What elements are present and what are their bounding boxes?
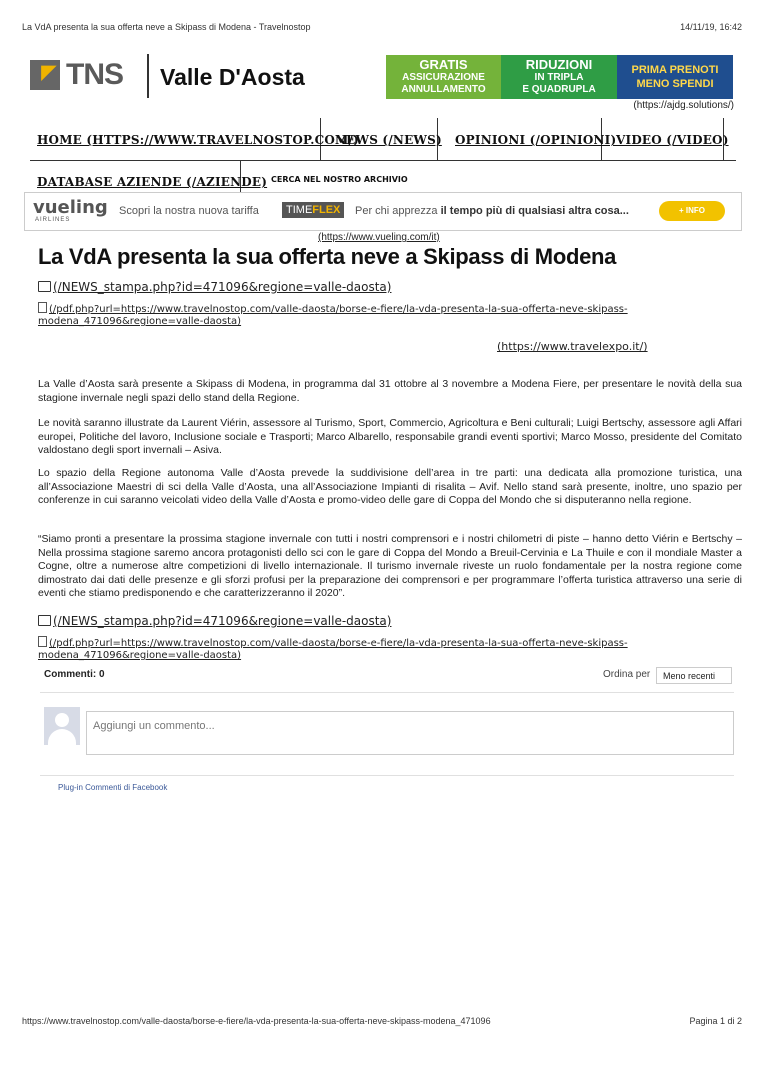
banner-gratis-line2: ANNULLAMENTO xyxy=(401,84,486,95)
nav-video[interactable]: VIDEO (/VIDEO) xyxy=(616,133,729,147)
banner-prenoti-line2: MENO SPENDI xyxy=(636,78,714,90)
timeflex-badge xyxy=(282,202,344,218)
logo-arrow-icon xyxy=(30,60,60,90)
logo-region: Valle D'Aosta xyxy=(160,64,305,90)
pdf-icon xyxy=(38,636,47,647)
print-footer-page: Pagina 1 di 2 xyxy=(689,1016,742,1026)
comment-count: Commenti: 0 xyxy=(44,669,105,680)
nav-opinioni[interactable]: OPINIONI (/OPINIONI) xyxy=(455,133,617,147)
pdf-link-bottom[interactable] xyxy=(38,636,678,662)
nav-news[interactable]: NEWS (/NEWS) xyxy=(335,133,442,147)
article-title: La VdA presenta la sua offerta neve a Skipass di Modena xyxy=(38,244,617,269)
nav-underline xyxy=(30,160,736,161)
logo-brand: TNS xyxy=(66,58,123,91)
travelexpo-link[interactable]: (https://www.travelexpo.it/) xyxy=(497,340,648,353)
banner-riduzioni-title: RIDUZIONI xyxy=(525,57,593,72)
print-header-date: 14/11/19, 16:42 xyxy=(680,22,742,32)
order-label: Ordina per xyxy=(603,669,651,680)
banner-url[interactable]: (https://ajdg.solutions/) xyxy=(633,100,734,111)
nav-home[interactable]: HOME (HTTPS://WWW.TRAVELNOSTOP.COM/) xyxy=(37,133,359,147)
vueling-ad-tagline xyxy=(355,205,629,217)
print-footer-url: https://www.travelnostop.com/valle-daosta/borse-e-fiere/la-vda-presenta-la-sua-offerta-neve-skipass-modena_471096 xyxy=(22,1016,491,1026)
logo-separator xyxy=(147,54,149,98)
comments-divider xyxy=(40,692,734,693)
promo-banner[interactable] xyxy=(386,55,733,99)
print-link[interactable] xyxy=(38,280,391,294)
vueling-info-button[interactable]: + INFO xyxy=(659,201,725,221)
search-archive-label[interactable]: CERCA NEL NOSTRO ARCHIVIO xyxy=(271,175,408,184)
avatar xyxy=(44,707,80,745)
comments-divider xyxy=(40,775,734,776)
vueling-tagline-b: il tempo più di qualsiasi altra cosa... xyxy=(440,205,629,217)
banner-gratis-line1: ASSICURAZIONE xyxy=(402,72,485,83)
article-paragraph: Le novità saranno illustrate da Laurent Viérin, assessore al Turismo, Sport, Commercio, Agricoltura e Beni culturali; Luigi Bertschy, assessore agli Affari europei, Politiche del lavoro, Inclusione sociale e Trasporti; Marco Albarello, responsabile grandi eventi sportivi; Marco Mosso, presidente del Comitato valdostano degli sport invernali – Asiva. xyxy=(38,417,742,457)
banner-riduzioni-line1: IN TRIPLA xyxy=(534,72,584,83)
banner-prenoti-line1: PRIMA PRENOTI xyxy=(631,64,719,76)
timeflex-time: TIME xyxy=(286,204,313,216)
banner-gratis-title: GRATIS xyxy=(419,57,468,72)
print-header-title: La VdA presenta la sua offerta neve a Skipass di Modena - Travelnostop xyxy=(22,22,311,32)
article-paragraph: Lo spazio della Regione autonoma Valle d’Aosta prevede la suddivisione dell’area in tre parti: una dedicata alla promozione turistica, una all’Associazione Maestri di sci della Valle d’Aosta, una all’Associazione Impianti di risalita – Avif. Nello stand sarà presente, inoltre, uno spazio per conferenze in cui saranno veicolati video della Valle d’Aosta e promo-video delle gare di Coppa del Mondo che si disputeranno nella regione. xyxy=(38,467,742,507)
article-paragraph: La Valle d’Aosta sarà presente a Skipass di Modena, in programma dal 31 ottobre al 3 novembre a Modena Fiere, per presentare le novità della sua stagione invernale negli spazi dello stand della Regione. xyxy=(38,378,742,404)
vueling-airlines-label: AIRLINES xyxy=(35,217,71,223)
article-paragraph: “Siamo pronti a presentare la prossima stagione invernale con tutti i nostri comprensori e i nostri chilometri di piste – hanno detto Viérin e Bertschy – Nella prossima stagione saremo ancora protagonisti dello sci con le gare di Coppa del Mondo a Breuil-Cervinia e La Thuile e con il mondiale Master a Cogne, oltre a numerose altre competizioni di livello internazionale. Il turismo invernale riveste un ruolo fondamentale per la nostra regione come dimostrato dai dati delle presenze e gli sforzi profusi per la preparazione dei comprensori e per programmare l’offerta turistica attraverso una serie di eventi che stiamo predisponendo e che caratterizzeranno il 2020”. xyxy=(38,533,742,600)
timeflex-flex: FLEX xyxy=(312,204,341,216)
banner-section-prenoti xyxy=(617,55,733,99)
printer-icon xyxy=(38,615,51,626)
vueling-tagline-a: Per chi apprezza xyxy=(355,205,441,217)
pdf-link-text: (/pdf.php?url=https://www.travelnostop.com/valle-daosta/borse-e-fiere/la-vda-presenta-la-sua-offerta-neve-skipass-modena_471096&regione=valle-daosta) xyxy=(38,638,628,661)
printer-icon xyxy=(38,281,51,292)
pdf-link[interactable] xyxy=(38,302,678,328)
site-logo[interactable] xyxy=(30,58,123,92)
pdf-icon xyxy=(38,302,47,313)
banner-section-gratis xyxy=(386,55,501,99)
print-link-text: (/NEWS_stampa.php?id=471096&regione=valle-daosta) xyxy=(53,280,392,294)
vueling-logo: vueling xyxy=(33,197,108,218)
facebook-comments-plugin-link[interactable]: Plug-in Commenti di Facebook xyxy=(58,783,168,792)
print-link-bottom[interactable] xyxy=(38,614,391,628)
order-select[interactable]: Meno recenti xyxy=(656,667,732,684)
vueling-ad-text: Scopri la nostra nuova tariffa xyxy=(119,205,259,217)
banner-section-riduzioni xyxy=(501,55,617,99)
print-link-text: (/NEWS_stampa.php?id=471096&regione=valle-daosta) xyxy=(53,614,392,628)
comment-input[interactable]: Aggiungi un commento... xyxy=(86,711,734,755)
nav-database-aziende[interactable]: DATABASE AZIENDE (/AZIENDE) xyxy=(37,175,268,189)
vueling-url[interactable]: (https://www.vueling.com/it) xyxy=(318,232,440,243)
vueling-ad[interactable] xyxy=(24,192,742,231)
banner-riduzioni-line2: E QUADRUPLA xyxy=(522,84,596,95)
pdf-link-text: (/pdf.php?url=https://www.travelnostop.com/valle-daosta/borse-e-fiere/la-vda-presenta-la-sua-offerta-neve-skipass-modena_471096&regione=valle-daosta) xyxy=(38,304,628,327)
